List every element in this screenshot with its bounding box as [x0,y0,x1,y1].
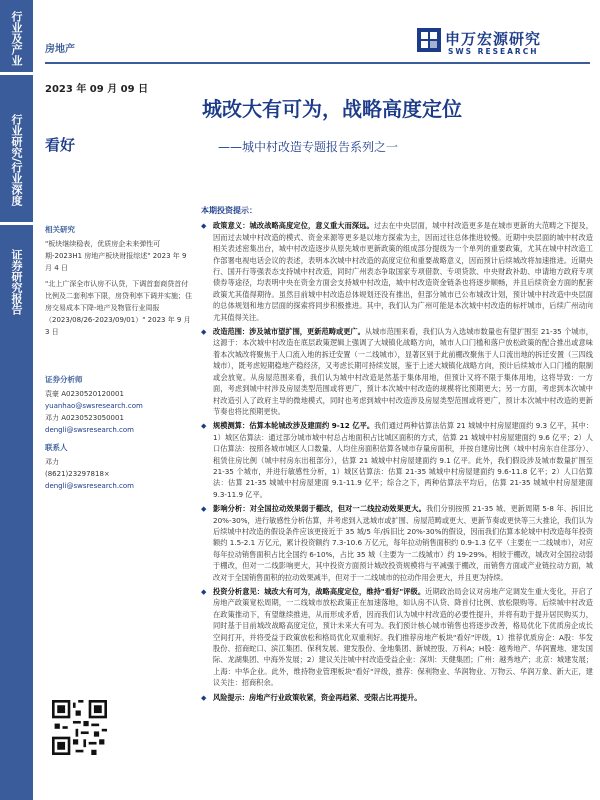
sidebar-section-securities: 证券研究报告 [10,249,23,315]
summary-item-lead: 改造范围：涉及城市望扩围，更新范畴或更广。 [213,327,365,337]
industry-label: 房地产 [45,44,75,55]
summary-item-body: 我们分别按照 21-35 城、更新周期 5-8 年、拆旧比 20%-30%，进行敏感性分析估算，并考虑到入选城市或扩围、房屋范畴或更大、更新节奏或更快等三大推论，我们认为后续城中村改造的假设条件应该更接近于 35 城/5 年/拆旧比 20%-30%的假设，因而我们估算本轮城中村改造每年投资额约 1.5-2.1 万亿元，累计投资额约 7.3-10.6 万亿元，每年拉动销售面积约 0.9-1.3 亿平（主要在一二线城市），对应每年拉动销售面积占比全国约 6-10%，占比 35 城（主要为一二线城市）约 19-29%。相较于棚改，城改对全国拉动弱于棚改，但对一二线影响更大，其中投资方面预计城改投资规模将与平减强于棚改，而销售方面或产业链拉动方面，城改对于全国销售面积的拉动效果减半，但对于一二线城市的拉动作用会更大，并且更为持续。 [213,504,593,582]
summary-item [201,220,593,323]
header-divider [45,62,590,64]
summary-item-body: 从城市范围来看，我们认为入选城市数量也有望扩围至 21-35 个城市，这源于：本次城中村改造在底层政策逻辑上强调了大城镇化战略方向，城市人口门槛和落户放松政策的配合推出或意味着本次城改将聚焦于人口流入地的拆迁安置（一二线城市），显著区别于此前棚改聚焦于人口流出地的拆迁安置（三四线城市），既考虑短期稳地产稳经济，又考虑长期可持续发展，鉴于上述大城镇化战略方向，预计后续城市入口门槛的限制或会放宽。从房屋范围来看，我们认为城中村改造是然基于集体用地，但预计又将不限于集体用地，这将导致：一方面，考虑到城中村涉及房屋类型范围或将更广，预计本次城中村改造的规模将比预期更大；另一方面，考虑到本次城中村改造引入了政府主导的微地模式，同时也考虑到城中村改造涉及房屋类型范围或将更广，预计本次城中村改造的更新节奏也将比预期更快。 [213,327,593,416]
summary-item-lead: 投资分析意见：城改大有可为，战略高度定位，维持"看好"评级。 [213,587,426,596]
contact-phone: (8621)23297818× [45,470,110,478]
analyst-email[interactable]: yuanhao@swsresearch.com [45,402,143,410]
investment-summary [201,205,593,707]
bullet-icon: ◆ [201,222,207,231]
analyst-line: 袁豪 A0230520120001 [45,390,124,398]
logo-icon [417,28,441,52]
analyst-email[interactable]: dengli@swsresearch.com [45,426,134,434]
sidebar-section-report-type: 行业研究/行业深度 [10,113,23,207]
bullet-icon: ◆ [201,693,207,702]
sidebar [0,0,33,800]
bullet-icon: ◆ [201,328,207,337]
summary-item-lead: 规模测算：估算本轮城改涉及建面约 9-12 亿平。 [213,421,375,431]
summary-item-lead: 影响分析：对全国拉动效果弱于棚改，但对一二线拉动效果更大。 [213,504,426,514]
summary-item-lead: 风险提示：房地产行业政策收紧，资金再趋紧、受限占比再提升。 [213,692,422,702]
summary-item-body: 我们通过两种估算法估算 21 城城中村房屋建面约 9.3 亿平，其中：1）城区估算法：通过部分城市城中村总占地面积占比城区面积的方式，估算 21 城城中村房屋建面约 9.6 亿平；2）人口估算法：按照各城市城区人口数量、人均住房面积估算各城市存量房面积，并按自建房比例（城中村房东自住部分）、租赁住房比例（城中村房东出租部分），估算 21 城城中村房屋建面约 9.1 亿平。此外，我们假设涉及城市数量扩围至 21-35 个城市，并进行敏感性分析，1）城区估算法：估算 21-35 城城中村房屋建面约 9.6-11.8 亿平；2）人口估算法：估算 21-35 城城中村房屋建面 9.1-11.9 亿平；综合之下，两种估算法平均后，估算 21-35 城城中村房屋建面 9.3-11.9 亿平。 [213,421,593,499]
summary-item [201,692,593,704]
related-item[interactable]: "北上广深全市认房不认贷，下调首套商贷首付比例及二套利率下限，房贷利率下调并实施；住房交易成本下降-地产及物管行业周报（2023/08/26-2023/09/01）" 2023 年 9 月 3 日 [45,280,192,336]
qr-code-icon [52,700,107,755]
analysts-heading: 证券分析师 [45,375,83,384]
contact-line: 邓力 [45,458,59,466]
left-column [45,224,195,492]
related-item[interactable]: "板块继续稳表，优质房企未来弹性可期-2023H1 房地产板块财报综述" 2023 年 9 月 4 日 [45,240,187,272]
report-subtitle: ——城中村改造专题报告系列之一 [218,140,399,154]
summary-item-body: 过去在中央层面，城中村改造更多是在城市更新的大范畴之下提及，因而过去城中村改造的模式、资金来源等更多是以地方探索为主，因而过往总体推进较慢。近期中央层面的城中村改造相关表述密集出台，城中村改造逐步从原先城市更新政策的组成部分提级为一个单列的重要政策，尤其在城中村改造工作部署电视电话会议的表述，表明本次城中村改造的高度定位和重要战略意义，因而预计后续城改将加速推进。近期央行、国开行等强表态支持城中村改造，同时广州表态争取国家专项借款、专项贷款、中央财政补助、申请地方政府专项债券等途径，均表明中央在资金方面会支持城中村改造，城中村改造资金链条也将逐步顺畅，并且后续资金方面的配套政策尤其值得期待。虽然目前城中村改造总体规划还没有推出，但部分城市已公布城改计划，预计城中村改造中央层面的总体规划和地方层面的探索将同步积极推进。其中，我们认为广州可能是本次城中村改造的标杆城市，后续广州动向尤其值得关注。 [213,221,593,322]
summary-heading: 本期投资提示： [201,206,257,215]
summary-item [201,503,593,583]
rating-badge: 看好 [45,136,76,154]
summary-item [201,586,593,689]
logo-text-en: SWS RESEARCH [448,47,539,56]
summary-item-body: 近期政治局会议对房地产定调发生重大变化，开启了房地产政策宽松周期，一二线城市放松政策正在加速落地，如认房不认贷、降首付比例、放松限购等。后续城中村改造在政策推动下，有望继续推进，从而形成矛盾，因而我们认为城中村改造的必要性提升，并将有助于提升居民购买力，同时基于目前城改战略高度定位，预计未来大有可为。我们预计核心城市销售也将逐步改善，格局优化下优质房企成长空间打开，并将受益于政策放松和格局优化双重利好。我们推荐房地产板块"看好"评级，1）推荐优质房企：A股：华发股份、招商蛇口、滨江集团、保利发展、建发股份、金地集团、新城控股、万科A；H股：越秀地产、华润置地、建发国际、龙湖集团、中海外发展；2）建议关注城中村改造受益企业：深圳：天健集团；广州：越秀地产；北京：城建发展；上海：中华企业。此外，维持物业管理板块"看好"评级，推荐：保利物业、华润物业、万物云、华润万象、新大正，建议关注：招商积余。 [213,587,593,688]
sidebar-section-industry: 行业及产业 [10,10,23,66]
contact-heading: 联系人 [45,443,68,452]
sidebar-divider [0,222,33,225]
summary-item [201,326,593,417]
contact-email[interactable]: dengli@swsresearch.com [45,482,134,490]
bullet-icon: ◆ [201,505,207,514]
analyst-line: 邓力 A0230523050001 [45,414,124,422]
logo-text-cn: 申万宏源研究 [445,30,542,48]
bullet-icon: ◆ [201,422,207,431]
report-title: 城改大有可为，战略高度定位 [202,97,462,121]
summary-item [201,420,593,500]
summary-item-lead: 政策意义：城改战略高度定位，意义重大而深远。 [213,221,374,231]
sidebar-divider [0,72,33,75]
bullet-icon: ◆ [201,588,207,596]
related-heading: 相关研究 [45,225,75,234]
report-date: 2023 年 09 月 09 日 [45,84,149,95]
